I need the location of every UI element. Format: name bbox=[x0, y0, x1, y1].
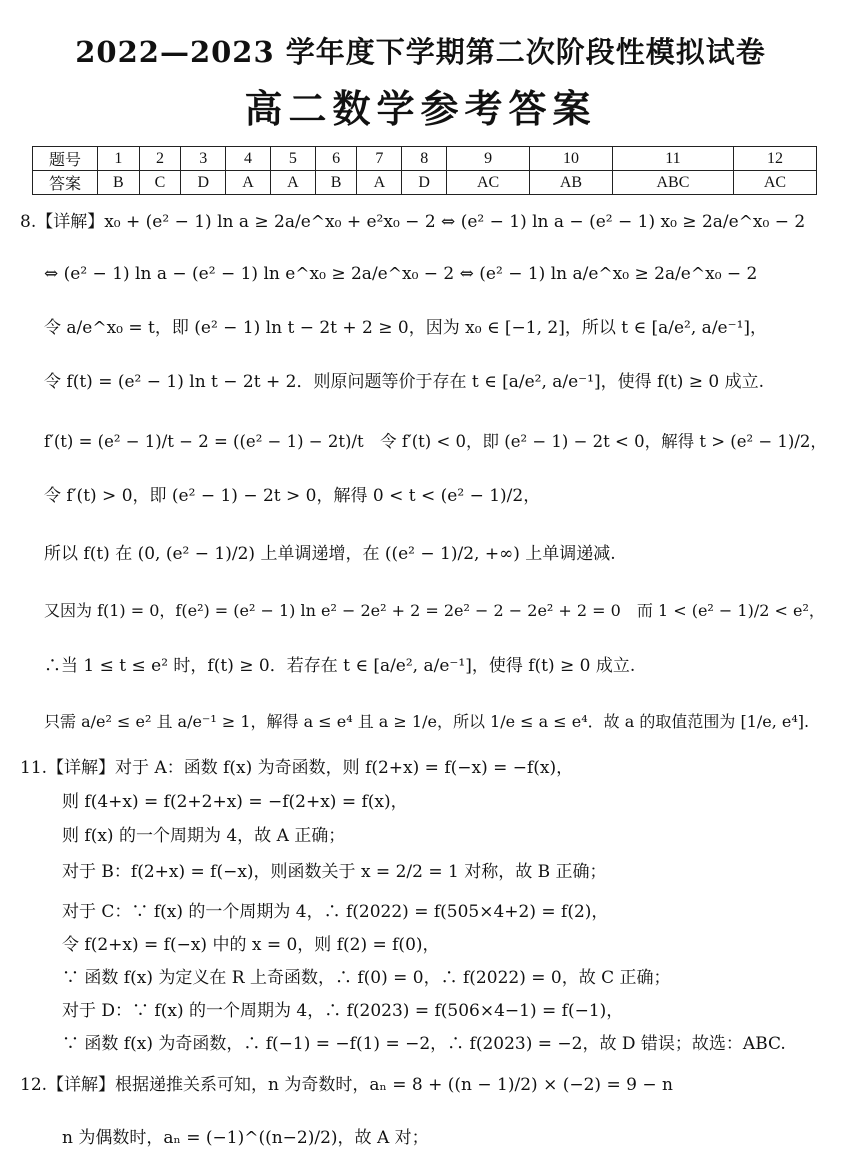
answer-row bbox=[33, 171, 817, 195]
table-cell: D bbox=[181, 171, 226, 195]
q8-line-10: 只需 a/e² ≤ e² 且 a/e⁻¹ ≥ 1，解得 a ≤ e⁴ 且 a ≥ 1/e，所以 1/e ≤ a ≤ e⁴．故 a 的取值范围为 [1/e, e⁴]. bbox=[44, 712, 810, 731]
q12-line-1: 12.【详解】根据递推关系可知，n 为奇数时，aₙ = 8 + ((n − 1)/2) × (−2) = 9 − n bbox=[20, 1075, 673, 1095]
table-cell: B bbox=[98, 171, 140, 195]
q8-line-3: 令 a/e^x₀ = t，即 (e² − 1) ln t − 2t + 2 ≥ 0，因为 x₀ ∈ [−1, 2]，所以 t ∈ [a/e², a/e⁻¹]， bbox=[44, 318, 768, 338]
table-cell: A bbox=[270, 171, 315, 195]
table-cell: AC bbox=[733, 171, 816, 195]
q8-line-7: 所以 f(t) 在 (0, (e² − 1)/2) 上单调递增，在 ((e² − 1)/2, +∞) 上单调递减. bbox=[44, 544, 616, 564]
row-label: 题号 bbox=[33, 147, 98, 171]
exam-title: 2022—2023 学年度下学期第二次阶段性模拟试卷 bbox=[75, 35, 766, 69]
table-cell: AB bbox=[530, 171, 613, 195]
table-cell: 4 bbox=[226, 147, 271, 171]
table-cell: 11 bbox=[612, 147, 733, 171]
table-cell: 6 bbox=[315, 147, 357, 171]
answer-table bbox=[32, 146, 817, 195]
q11-line-4: 对于 B：f(2+x) = f(−x)，则函数关于 x = 2/2 = 1 对称，故 B 正确； bbox=[62, 862, 607, 882]
q11-line-5: 对于 C：∵ f(x) 的一个周期为 4，∴ f(2022) = f(505×4+2) = f(2)， bbox=[62, 902, 609, 922]
table-cell: 1 bbox=[98, 147, 140, 171]
q8-line-9: ∴当 1 ≤ t ≤ e² 时，f(t) ≥ 0．若存在 t ∈ [a/e², a/e⁻¹]，使得 f(t) ≥ 0 成立. bbox=[44, 656, 636, 676]
q11-line-7: ∵ 函数 f(x) 为定义在 R 上奇函数，∴ f(0) = 0，∴ f(2022) = 0，故 C 正确； bbox=[62, 968, 671, 988]
q8-line-2: ⇔ (e² − 1) ln a − (e² − 1) ln e^x₀ ≥ 2a/e^x₀ − 2 ⇔ (e² − 1) ln a/e^x₀ ≥ 2a/e^x₀ − 2 bbox=[44, 264, 758, 284]
table-cell: 3 bbox=[181, 147, 226, 171]
q8-line-5: f′(t) = (e² − 1)/t − 2 = ((e² − 1) − 2t)/t 令 f′(t) < 0，即 (e² − 1) − 2t < 0，解得 t > (e² − 1)/2， bbox=[44, 432, 827, 451]
table-cell: D bbox=[402, 171, 447, 195]
table-cell: B bbox=[315, 171, 357, 195]
table-cell: 12 bbox=[733, 147, 816, 171]
q12-line-2: n 为偶数时，aₙ = (−1)^((n−2)/2)，故 A 对； bbox=[62, 1128, 429, 1148]
table-cell: A bbox=[226, 171, 271, 195]
table-cell: 5 bbox=[270, 147, 315, 171]
q8-line-6: 令 f′(t) > 0，即 (e² − 1) − 2t > 0，解得 0 < t < (e² − 1)/2， bbox=[44, 486, 541, 506]
q8-line-8: 又因为 f(1) = 0，f(e²) = (e² − 1) ln e² − 2e² + 2 = 2e² − 2 − 2e² + 2 = 0 而 1 < (e² − 1)/2 < e²， bbox=[44, 601, 825, 620]
q8-line-4: 令 f(t) = (e² − 1) ln t − 2t + 2．则原问题等价于存在 t ∈ [a/e², a/e⁻¹]，使得 f(t) ≥ 0 成立. bbox=[44, 372, 765, 392]
table-cell: ABC bbox=[612, 171, 733, 195]
q8-line-1: 8.【详解】x₀ + (e² − 1) ln a ≥ 2a/e^x₀ + e²x₀ − 2 ⇔ (e² − 1) ln a − (e² − 1) x₀ ≥ 2a/e^x₀ − 2 bbox=[20, 212, 806, 232]
table-cell: A bbox=[357, 171, 402, 195]
table-cell: 7 bbox=[357, 147, 402, 171]
table-cell: 9 bbox=[447, 147, 530, 171]
q11-line-6: 令 f(2+x) = f(−x) 中的 x = 0，则 f(2) = f(0)， bbox=[62, 935, 440, 955]
table-cell: 8 bbox=[402, 147, 447, 171]
q11-line-3: 则 f(x) 的一个周期为 4，故 A 正确； bbox=[62, 826, 346, 846]
table-cell: AC bbox=[447, 171, 530, 195]
question-number-row bbox=[33, 147, 817, 171]
q11-line-1: 11.【详解】对于 A：函数 f(x) 为奇函数，则 f(2+x) = f(−x) = −f(x)， bbox=[20, 758, 574, 778]
table-cell: 10 bbox=[530, 147, 613, 171]
q11-line-9: ∵ 函数 f(x) 为奇函数，∴ f(−1) = −f(1) = −2，∴ f(2023) = −2，故 D 错误；故选：ABC. bbox=[62, 1034, 786, 1054]
table-cell: 2 bbox=[139, 147, 181, 171]
row-label: 答案 bbox=[33, 171, 98, 195]
answer-key-title: 高二数学参考答案 bbox=[244, 86, 597, 131]
q11-line-2: 则 f(4+x) = f(2+2+x) = −f(2+x) = f(x)， bbox=[62, 792, 408, 812]
table-cell: C bbox=[139, 171, 181, 195]
q11-line-8: 对于 D：∵ f(x) 的一个周期为 4，∴ f(2023) = f(506×4−1) = f(−1)， bbox=[62, 1001, 624, 1021]
